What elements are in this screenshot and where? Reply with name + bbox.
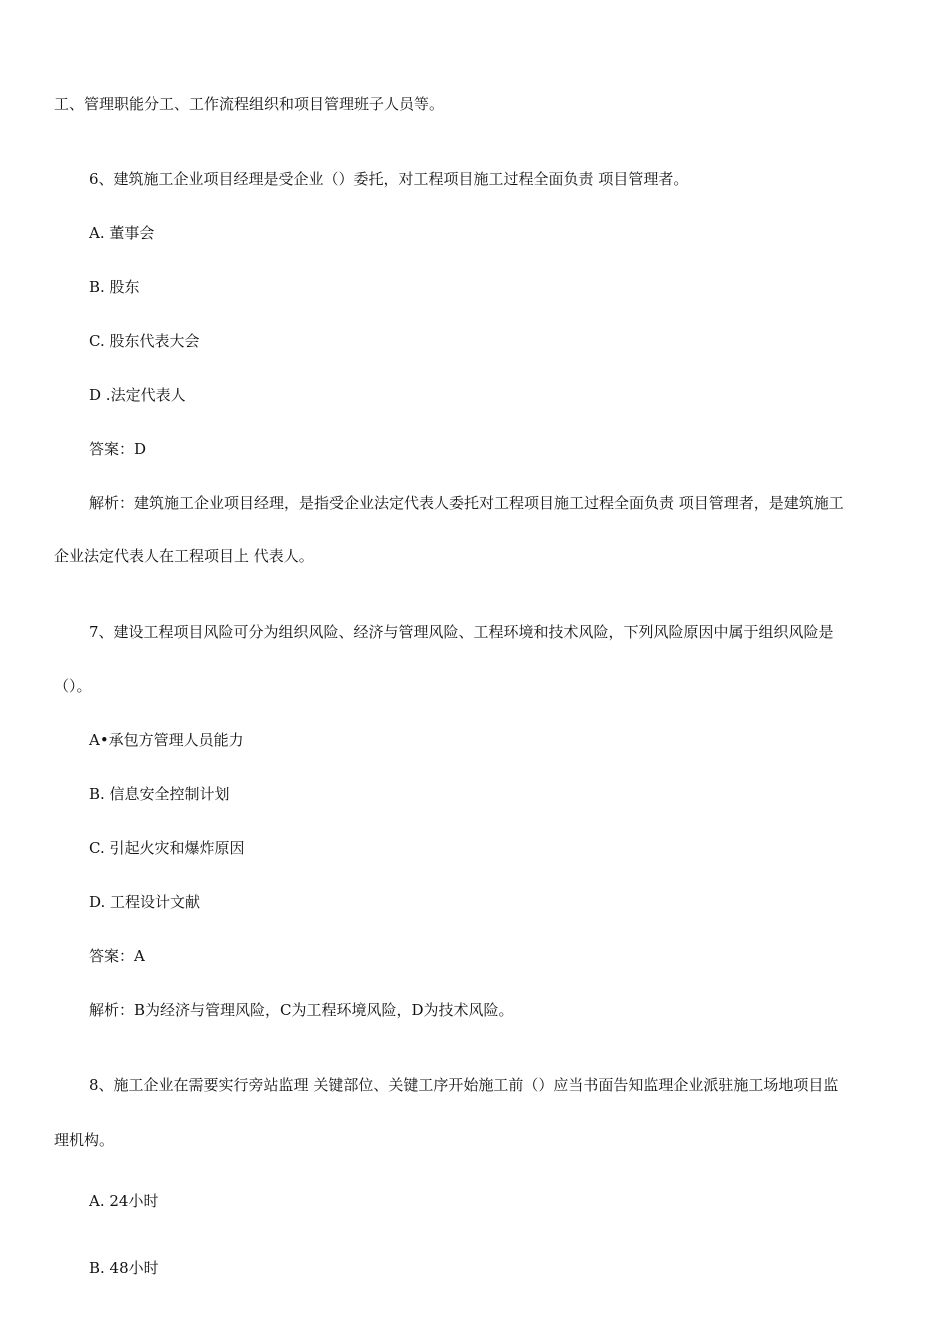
question-6-option-c: C. 股东代表大会 [89, 332, 200, 350]
question-6-option-d: D .法定代表人 [89, 386, 186, 404]
question-7: 7、建设工程项目风险可分为组织风险、经济与管理风险、工程环境和技术风险，下列风险原因中属于组织风险是 [89, 623, 834, 641]
question-6: 6、建筑施工企业项目经理是受企业（）委托，对工程项目施工过程全面负责 项目管理者。 [89, 170, 689, 188]
continuation-line: 工、管理职能分工、工作流程组织和项目管理班子人员等。 [54, 95, 445, 113]
question-7-option-d: D. 工程设计文献 [89, 893, 201, 911]
question-8-cont: 理机构。 [54, 1131, 115, 1149]
question-8-option-a: A. 24小时 [89, 1192, 159, 1210]
question-7-answer: 答案：A [89, 947, 145, 965]
question-8-option-b: B. 48小时 [89, 1259, 159, 1277]
question-7-option-c: C. 引起火灾和爆炸原因 [89, 839, 245, 857]
question-7-cont: （）。 [54, 677, 92, 695]
question-6-explanation: 解析：建筑施工企业项目经理，是指受企业法定代表人委托对工程项目施工过程全面负责 项目管理者，是建筑施工 [89, 494, 844, 512]
question-7-option-b: B. 信息安全控制计划 [89, 785, 230, 803]
question-6-answer: 答案：D [89, 440, 147, 458]
question-6-option-b: B. 股东 [89, 278, 140, 296]
question-7-option-a: A•承包方管理人员能力 [89, 731, 244, 749]
question-6-explanation-cont: 企业法定代表人在工程项目上 代表人。 [54, 547, 314, 565]
question-8: 8、施工企业在需要实行旁站监理 关键部位、关键工序开始施工前（）应当书面告知监理企业派驻施工场地项目监 [89, 1076, 839, 1094]
question-6-option-a: A. 董事会 [89, 224, 155, 242]
question-7-explanation: 解析：B为经济与管理风险，C为工程环境风险，D为技术风险。 [89, 1001, 514, 1019]
